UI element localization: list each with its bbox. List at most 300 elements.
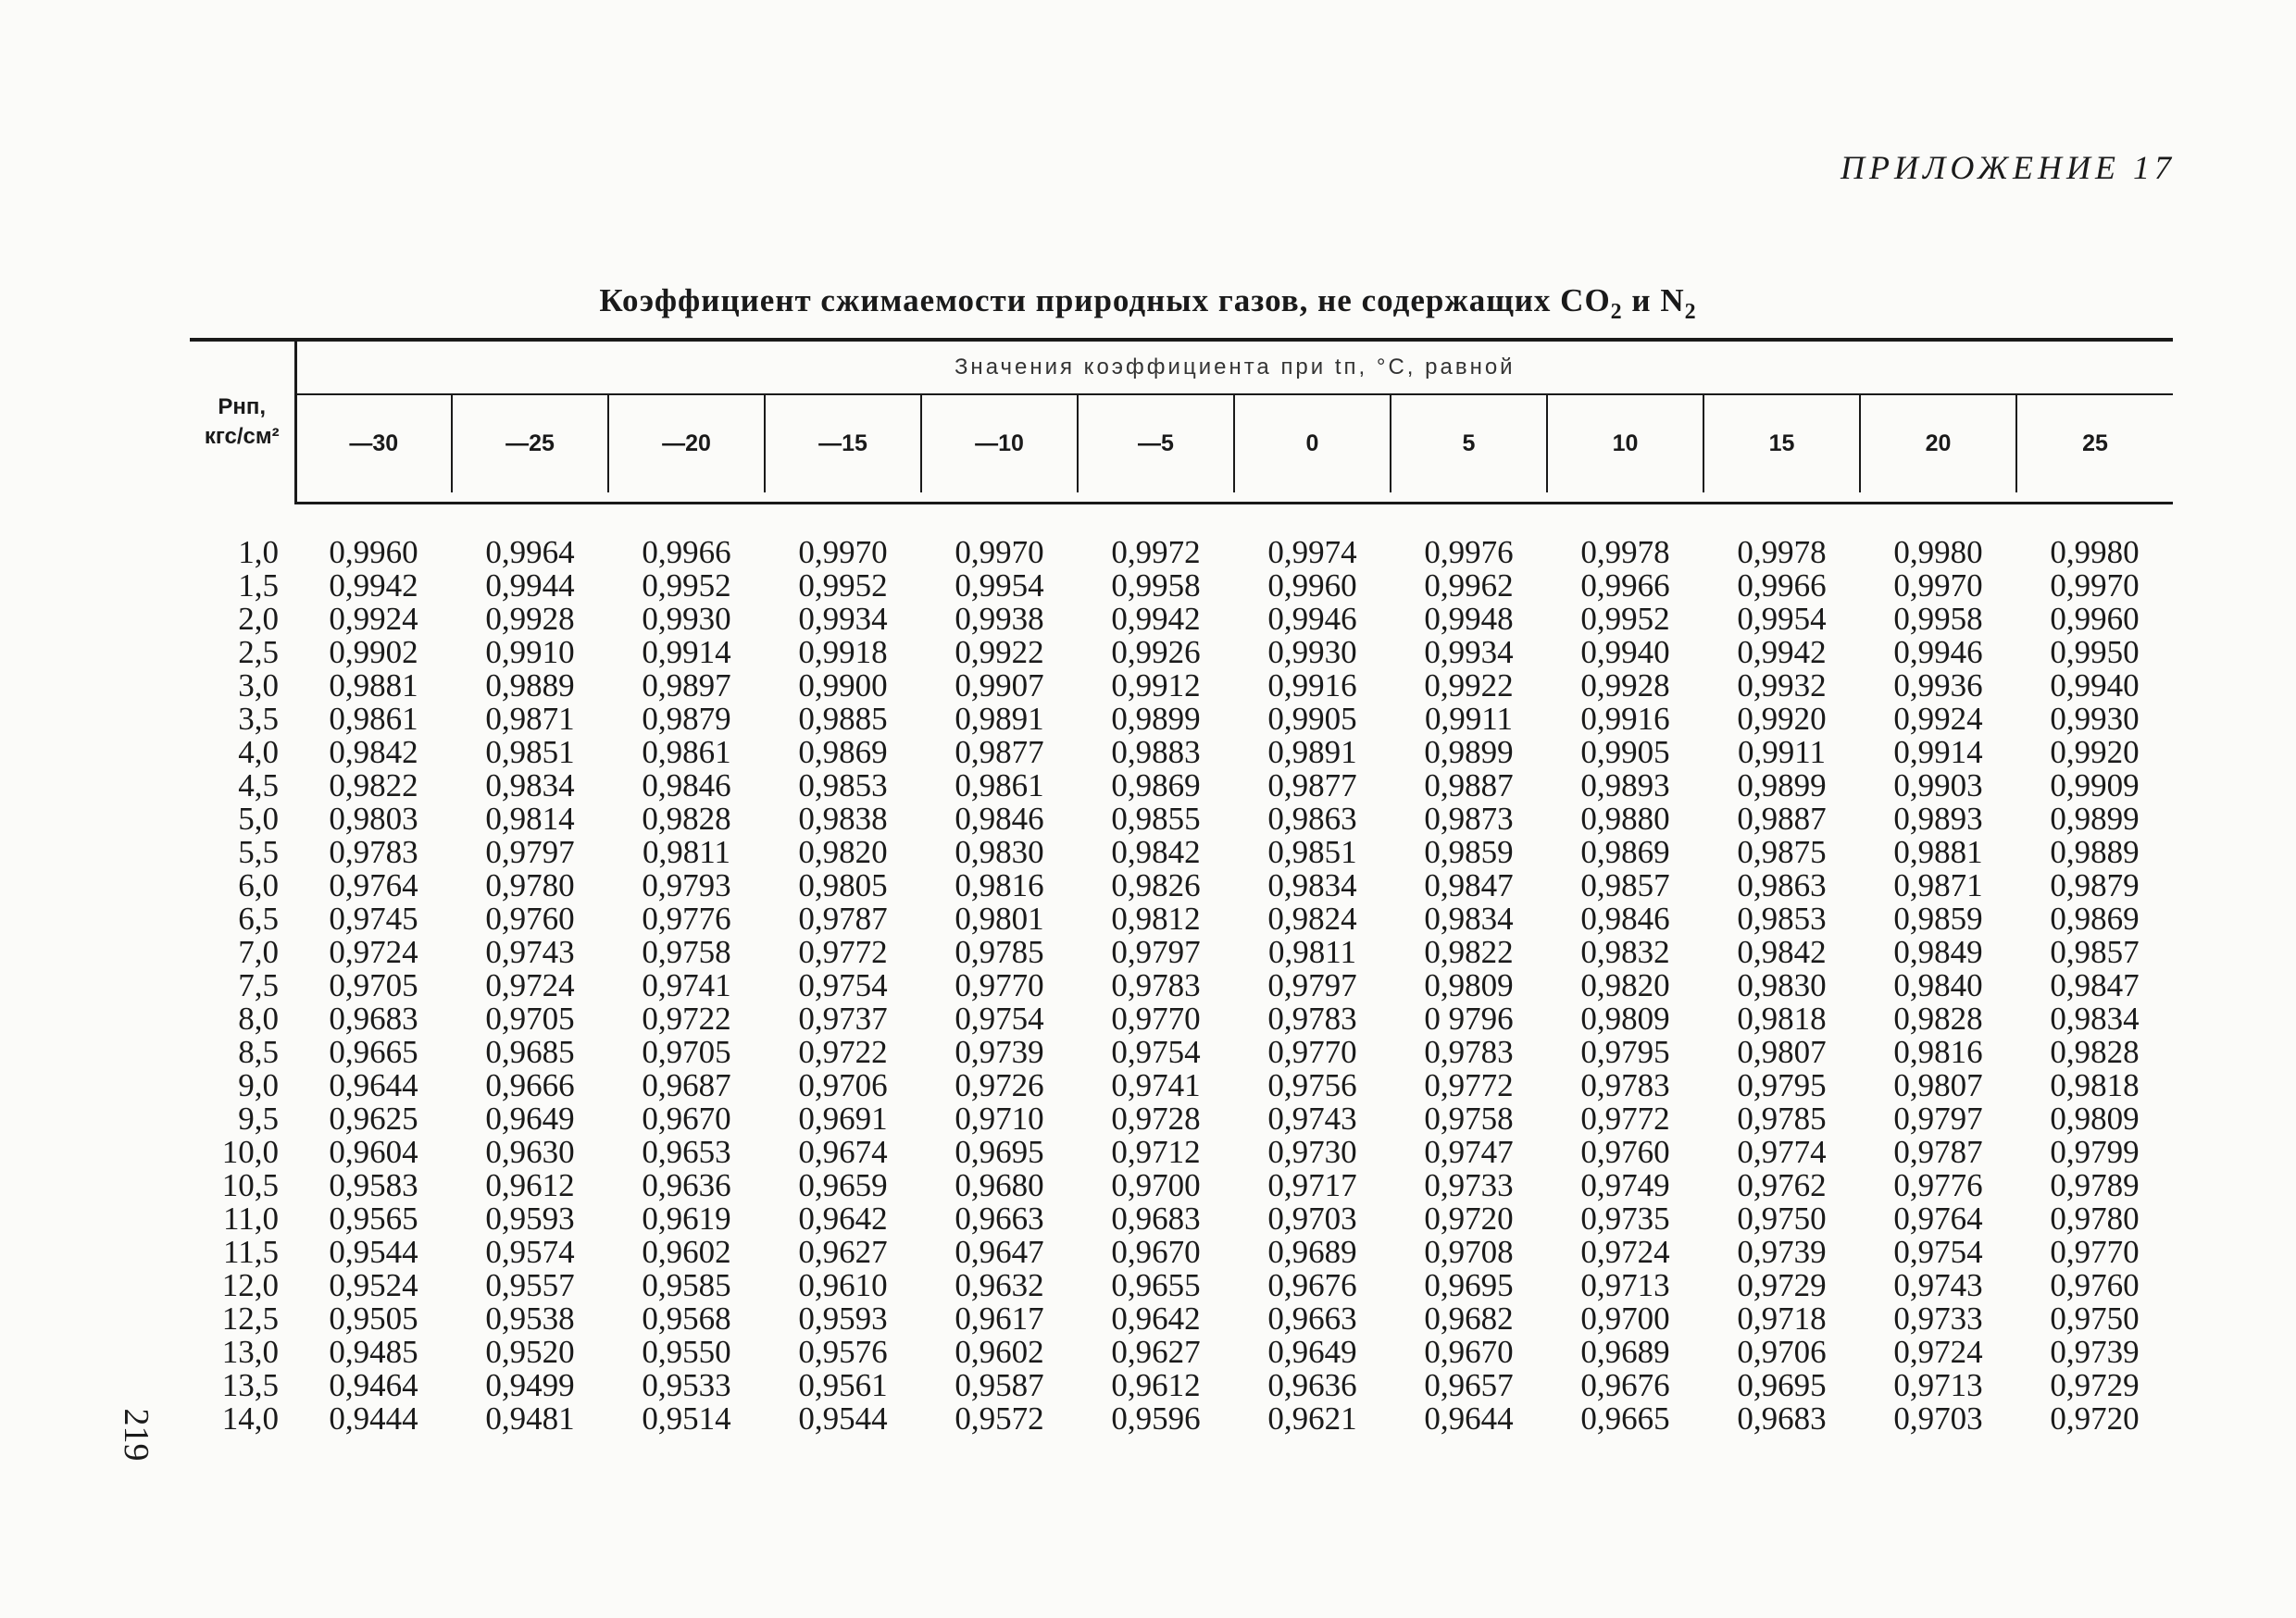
coefficient-cell: 0,9561: [798, 1367, 888, 1403]
coefficient-cell: 0,9663: [955, 1201, 1044, 1237]
coefficient-cell: 0,9795: [1580, 1034, 1670, 1070]
coefficient-cell: 0,9644: [329, 1067, 418, 1103]
coefficient-cell: 0,9930: [2050, 701, 2140, 737]
coefficient-cell: 0,9718: [1737, 1301, 1827, 1337]
pressure-cell: 11,0: [223, 1201, 279, 1237]
temperature-header-cell: 25: [2016, 394, 2173, 492]
coefficient-cell: 0,9674: [798, 1134, 888, 1170]
coefficient-cell: 0,9538: [485, 1301, 575, 1337]
coefficient-cell: 0,9816: [1893, 1034, 1983, 1070]
coefficient-cell: 0,9695: [1424, 1267, 1514, 1303]
coefficient-cell: 0,9954: [955, 567, 1044, 604]
coefficient-cell: 0,9875: [1737, 834, 1827, 870]
coefficient-cell: 0,9793: [642, 867, 731, 903]
coefficient-cell: 0,9783: [1267, 1001, 1357, 1037]
temperature-header-cell: 5: [1391, 394, 1547, 492]
coefficient-cell: 0,9861: [329, 701, 418, 737]
coefficient-cell: 0,9879: [2050, 867, 2140, 903]
temperature-header-cell: —30: [349, 430, 399, 456]
coefficient-cell: 0,9772: [1580, 1101, 1670, 1137]
coefficient-cell: 0,9787: [1893, 1134, 1983, 1170]
table-row: [190, 703, 2173, 736]
coefficient-cell: 0,9828: [2050, 1034, 2140, 1070]
coefficient-cell: 0,9565: [329, 1201, 418, 1237]
coefficient-cell: 0,9863: [1267, 801, 1357, 837]
coefficient-cell: 0,9787: [798, 901, 888, 937]
coefficient-cell: 0,9828: [642, 801, 731, 837]
coefficient-cell: 0,9703: [1267, 1201, 1357, 1237]
table-row: [190, 836, 2173, 869]
coefficient-cell: 0,9966: [1737, 567, 1827, 604]
coefficient-cell: 0,9741: [642, 967, 731, 1003]
table-header: [190, 340, 2173, 504]
coefficient-cell: 0,9950: [2050, 634, 2140, 670]
coefficient-cell: 0,9911: [1425, 701, 1513, 737]
coefficient-cell: 0,9797: [1267, 967, 1357, 1003]
coefficient-cell: 0,9940: [2050, 667, 2140, 703]
coefficient-cell: 0,9619: [642, 1201, 731, 1237]
coefficient-cell: 0,9729: [2050, 1367, 2140, 1403]
coefficient-cell: 0,9946: [1267, 601, 1357, 637]
coefficient-cell: 0,9722: [798, 1034, 888, 1070]
table-row: [190, 1202, 2173, 1236]
coefficient-cell: 0,9700: [1111, 1167, 1201, 1203]
coefficient-cell: 0,9958: [1111, 567, 1201, 604]
coefficient-cell: 0,9809: [2050, 1101, 2140, 1137]
coefficient-cell: 0,9914: [642, 634, 731, 670]
coefficient-cell: 0,9499: [485, 1367, 575, 1403]
table-row: [190, 1369, 2173, 1402]
coefficient-cell: 0,9873: [1424, 801, 1514, 837]
coefficient-cell: 0,9899: [2050, 801, 2140, 837]
coefficient-cell: 0,9593: [485, 1201, 575, 1237]
coefficient-cell: 0,9897: [642, 667, 731, 703]
coefficient-cell: 0,9980: [1893, 534, 1983, 570]
coefficient-cell: 0,9846: [642, 767, 731, 803]
coefficient-cell: 0,9713: [1580, 1267, 1670, 1303]
coefficient-cell: 0,9797: [1111, 934, 1201, 970]
coefficient-cell: 0,9903: [1893, 767, 1983, 803]
coefficient-cell: 0,9926: [1111, 634, 1201, 670]
coefficient-cell: 0,9809: [1424, 967, 1514, 1003]
coefficient-cell: 0,9783: [1424, 1034, 1514, 1070]
coefficient-cell: 0,9840: [1893, 967, 1983, 1003]
coefficient-cell: 0,9914: [1893, 734, 1983, 770]
coefficient-cell: 0,9905: [1580, 734, 1670, 770]
coefficient-cell: 0,9855: [1111, 801, 1201, 837]
pressure-cell: 8,0: [238, 1001, 279, 1037]
temperature-group-header: Значения коэффициента при tп, °С, равной: [295, 340, 2173, 394]
coefficient-cell: 0,9801: [955, 901, 1044, 937]
coefficient-cell: 0,9834: [1267, 867, 1357, 903]
coefficient-cell: 0,9869: [798, 734, 888, 770]
coefficient-cell: 0,9812: [1111, 901, 1201, 937]
coefficient-cell: 0,9705: [485, 1001, 575, 1037]
coefficient-cell: 0,9849: [1893, 934, 1983, 970]
coefficient-cell: 0,9948: [1424, 601, 1514, 637]
coefficient-cell: 0,9612: [485, 1167, 575, 1203]
coefficient-cell: 0,9783: [329, 834, 418, 870]
coefficient-cell: 0,9966: [642, 534, 731, 570]
coefficient-cell: 0,9942: [1737, 634, 1827, 670]
coefficient-cell: 0,9924: [1893, 701, 1983, 737]
coefficient-cell: 0,9828: [1893, 1001, 1983, 1037]
pressure-cell: 14,0: [221, 1400, 279, 1437]
coefficient-cell: 0,9930: [1267, 634, 1357, 670]
coefficient-cell: 0,9893: [1893, 801, 1983, 837]
coefficient-cell: 0,9879: [642, 701, 731, 737]
coefficient-cell: 0,9724: [1893, 1334, 1983, 1370]
coefficient-cell: 0,9544: [329, 1234, 418, 1270]
coefficient-cell: 0,9772: [1424, 1067, 1514, 1103]
table-row: [190, 936, 2173, 969]
coefficient-cell: 0,9689: [1580, 1334, 1670, 1370]
coefficient-cell: 0,9805: [798, 867, 888, 903]
coefficient-cell: 0,9976: [1424, 534, 1514, 570]
coefficient-cell: 0,9754: [1111, 1034, 1201, 1070]
coefficient-cell: 0,9842: [1111, 834, 1201, 870]
pressure-cell: 4,0: [238, 734, 279, 770]
table-row: [190, 536, 2173, 569]
coefficient-cell: 0,9922: [955, 634, 1044, 670]
coefficient-cell: 0,9770: [1267, 1034, 1357, 1070]
coefficient-cell: 0,9722: [642, 1001, 731, 1037]
coefficient-cell: 0,9928: [1580, 667, 1670, 703]
coefficient-cell: 0,9820: [1580, 967, 1670, 1003]
coefficient-cell: 0,9942: [1111, 601, 1201, 637]
coefficient-cell: 0,9632: [955, 1267, 1044, 1303]
coefficient-cell: 0,9889: [2050, 834, 2140, 870]
coefficient-cell: 0,9770: [1111, 1001, 1201, 1037]
coefficient-cell: 0,9930: [642, 601, 731, 637]
coefficient-cell: 0,9783: [1580, 1067, 1670, 1103]
coefficient-cell: 0,9932: [1737, 667, 1827, 703]
coefficient-cell: 0,9851: [1267, 834, 1357, 870]
coefficient-cell: 0,9902: [329, 634, 418, 670]
coefficient-cell: 0,9760: [2050, 1267, 2140, 1303]
coefficient-cell: 0,9824: [1267, 901, 1357, 937]
coefficient-cell: 0,9659: [798, 1167, 888, 1203]
coefficient-cell: 0,9834: [1424, 901, 1514, 937]
coefficient-cell: 0,9655: [1111, 1267, 1201, 1303]
coefficient-cell: 0,9846: [1580, 901, 1670, 937]
coefficient-cell: 0,9922: [1424, 667, 1514, 703]
coefficient-cell: 0,9940: [1580, 634, 1670, 670]
coefficient-cell: 0,9676: [1580, 1367, 1670, 1403]
coefficient-cell: 0,9685: [485, 1034, 575, 1070]
coefficient-cell: 0,9809: [1580, 1001, 1670, 1037]
coefficient-cell: 0,9728: [1111, 1101, 1201, 1137]
coefficient-cell: 0,9743: [1893, 1267, 1983, 1303]
pressure-cell: 6,5: [238, 901, 279, 937]
coefficient-cell: 0,9891: [1267, 734, 1357, 770]
coefficient-cell: 0,9706: [1737, 1334, 1827, 1370]
table-row: [190, 902, 2173, 936]
coefficient-cell: 0,9811: [643, 834, 730, 870]
coefficient-cell: 0,9514: [642, 1400, 731, 1437]
coefficient-cell: 0,9642: [798, 1201, 888, 1237]
coefficient-cell: 0 9796: [1424, 1001, 1514, 1037]
coefficient-cell: 0,9754: [955, 1001, 1044, 1037]
coefficient-cell: 0,9972: [1111, 534, 1201, 570]
coefficient-cell: 0,9749: [1580, 1167, 1670, 1203]
coefficient-cell: 0,9720: [2050, 1400, 2140, 1437]
coefficient-cell: 0,9851: [485, 734, 575, 770]
coefficient-cell: 0,9574: [485, 1234, 575, 1270]
coefficient-cell: 0,9881: [329, 667, 418, 703]
coefficient-cell: 0,9687: [642, 1067, 731, 1103]
coefficient-cell: 0,9861: [955, 767, 1044, 803]
table-row: [190, 1302, 2173, 1336]
coefficient-cell: 0,9780: [485, 867, 575, 903]
coefficient-cell: 0,9612: [1111, 1367, 1201, 1403]
coefficient-cell: 0,9703: [1893, 1400, 1983, 1437]
coefficient-cell: 0,9636: [1267, 1367, 1357, 1403]
coefficient-cell: 0,9785: [1737, 1101, 1827, 1137]
coefficient-cell: 0,9505: [329, 1301, 418, 1337]
coefficient-cell: 0,9670: [1424, 1334, 1514, 1370]
table-body: [190, 504, 2173, 1437]
coefficient-cell: 0,9910: [485, 634, 575, 670]
coefficient-cell: 0,9758: [642, 934, 731, 970]
coefficient-cell: 0,9610: [798, 1267, 888, 1303]
coefficient-cell: 0,9756: [1267, 1067, 1357, 1103]
coefficient-cell: 0,9954: [1737, 601, 1827, 637]
coefficient-cell: 0,9832: [1580, 934, 1670, 970]
coefficient-cell: 0,9444: [329, 1400, 418, 1437]
coefficient-cell: 0,9733: [1424, 1167, 1514, 1203]
coefficient-cell: 0,9762: [1737, 1167, 1827, 1203]
temperature-header-cell: —5: [1078, 394, 1234, 492]
coefficient-cell: 0,9783: [1111, 967, 1201, 1003]
coefficient-cell: 0,9683: [329, 1001, 418, 1037]
coefficient-cell: 0,9958: [1893, 601, 1983, 637]
coefficient-cell: 0,9682: [1424, 1301, 1514, 1337]
coefficient-cell: 0,9649: [1267, 1334, 1357, 1370]
coefficient-cell: 0,9942: [329, 567, 418, 604]
coefficient-cell: 0,9916: [1580, 701, 1670, 737]
pressure-cell: 13,0: [221, 1334, 279, 1370]
coefficient-cell: 0,9550: [642, 1334, 731, 1370]
coefficient-cell: 0,9758: [1424, 1101, 1514, 1137]
coefficient-cell: 0,9920: [2050, 734, 2140, 770]
coefficient-cell: 0,9980: [2050, 534, 2140, 570]
coefficient-cell: 0,9576: [798, 1334, 888, 1370]
coefficient-cell: 0,9572: [955, 1400, 1044, 1437]
coefficient-cell: 0,9750: [1737, 1201, 1827, 1237]
table-row: [190, 1069, 2173, 1102]
coefficient-cell: 0,9754: [1893, 1234, 1983, 1270]
coefficient-cell: 0,9772: [798, 934, 888, 970]
temperature-header-cell: —20: [608, 394, 765, 492]
coefficient-cell: 0,9630: [485, 1134, 575, 1170]
coefficient-cell: 0,9604: [329, 1134, 418, 1170]
coefficient-cell: 0,9776: [1893, 1167, 1983, 1203]
coefficient-cell: 0,9683: [1111, 1201, 1201, 1237]
coefficient-cell: 0,9691: [798, 1101, 888, 1137]
coefficient-cell: 0,9952: [1580, 601, 1670, 637]
coefficient-cell: 0,9916: [1267, 667, 1357, 703]
coefficient-cell: 0,9960: [1267, 567, 1357, 604]
coefficient-cell: 0,9853: [1737, 901, 1827, 937]
coefficient-cell: 0,9587: [955, 1367, 1044, 1403]
coefficient-cell: 0,9774: [1737, 1134, 1827, 1170]
coefficient-cell: 0,9822: [1424, 934, 1514, 970]
coefficient-cell: 0,9857: [2050, 934, 2140, 970]
pressure-cell: 7,5: [238, 967, 279, 1003]
coefficient-cell: 0,9962: [1424, 567, 1514, 604]
pressure-cell: 2,5: [238, 634, 279, 670]
table-row: [190, 1269, 2173, 1302]
coefficient-cell: 0,9724: [329, 934, 418, 970]
coefficient-cell: 0,9683: [1737, 1400, 1827, 1437]
pressure-symbol: Pнп,: [218, 394, 267, 420]
coefficient-cell: 0,9869: [1111, 767, 1201, 803]
coefficient-cell: 0,9729: [1737, 1267, 1827, 1303]
pressure-cell: 11,5: [223, 1234, 279, 1270]
coefficient-cell: 0,9737: [798, 1001, 888, 1037]
coefficient-cell: 0,9713: [1893, 1367, 1983, 1403]
table-row: [190, 803, 2173, 836]
coefficient-cell: 0,9881: [1893, 834, 1983, 870]
coefficient-cell: 0,9739: [1737, 1234, 1827, 1270]
coefficient-cell: 0,9934: [1424, 634, 1514, 670]
title-co2-subscript: 2: [1610, 300, 1623, 324]
coefficient-cell: 0,9885: [798, 701, 888, 737]
coefficient-cell: 0,9647: [955, 1234, 1044, 1270]
temperature-header-cell: —25: [452, 394, 608, 492]
coefficient-cell: 0,9735: [1580, 1201, 1670, 1237]
coefficient-cell: 0,9859: [1424, 834, 1514, 870]
table-row: [190, 636, 2173, 669]
coefficient-cell: 0,9887: [1737, 801, 1827, 837]
coefficient-cell: 0,9754: [798, 967, 888, 1003]
coefficient-cell: 0,9964: [485, 534, 575, 570]
coefficient-cell: 0,9974: [1267, 534, 1357, 570]
pressure-cell: 6,0: [238, 867, 279, 903]
pressure-cell: 12,0: [221, 1267, 279, 1303]
coefficient-cell: 0,9764: [1893, 1201, 1983, 1237]
coefficient-cell: 0,9830: [955, 834, 1044, 870]
coefficient-cell: 0,9905: [1267, 701, 1357, 737]
coefficient-cell: 0,9938: [955, 601, 1044, 637]
coefficient-cell: 0,9741: [1111, 1067, 1201, 1103]
table-row: [190, 1136, 2173, 1169]
coefficient-cell: 0,9803: [329, 801, 418, 837]
coefficient-cell: 0,9807: [1893, 1067, 1983, 1103]
coefficient-cell: 0,9924: [329, 601, 418, 637]
coefficient-cell: 0,9863: [1737, 867, 1827, 903]
coefficient-cell: 0,9838: [798, 801, 888, 837]
coefficient-cell: 0,9797: [1893, 1101, 1983, 1137]
coefficient-cell: 0,9811: [1268, 934, 1356, 970]
coefficient-cell: 0,9853: [798, 767, 888, 803]
coefficient-cell: 0,9900: [798, 667, 888, 703]
coefficient-cell: 0,9818: [2050, 1067, 2140, 1103]
coefficient-cell: 0,9970: [798, 534, 888, 570]
coefficient-cell: 0,9966: [1580, 567, 1670, 604]
coefficient-cell: 0,9826: [1111, 867, 1201, 903]
coefficient-cell: 0,9726: [955, 1067, 1044, 1103]
coefficient-cell: 0,9952: [642, 567, 731, 604]
coefficient-cell: 0,9909: [2050, 767, 2140, 803]
coefficient-cell: 0,9822: [329, 767, 418, 803]
coefficient-cell: 0,9680: [955, 1167, 1044, 1203]
coefficient-cell: 0,9911: [1738, 734, 1826, 770]
coefficient-cell: 0,9960: [2050, 601, 2140, 637]
coefficient-cell: 0,9847: [2050, 967, 2140, 1003]
coefficient-cell: 0,9869: [1580, 834, 1670, 870]
coefficient-cell: 0,9739: [955, 1034, 1044, 1070]
coefficient-cell: 0,9676: [1267, 1267, 1357, 1303]
temperature-header-cell: 10: [1547, 394, 1703, 492]
coefficient-cell: 0,9705: [642, 1034, 731, 1070]
coefficient-cell: 0,9717: [1267, 1167, 1357, 1203]
table-row: [190, 1169, 2173, 1202]
coefficient-cell: 0,9889: [485, 667, 575, 703]
coefficient-cell: 0,9952: [798, 567, 888, 604]
coefficient-cell: 0,9627: [1111, 1334, 1201, 1370]
coefficient-cell: 0,9657: [1424, 1367, 1514, 1403]
coefficient-cell: 0,9464: [329, 1367, 418, 1403]
coefficient-cell: 0,9834: [2050, 1001, 2140, 1037]
coefficient-cell: 0,9818: [1737, 1001, 1827, 1037]
coefficient-cell: 0,9706: [798, 1067, 888, 1103]
coefficient-cell: 0,9877: [955, 734, 1044, 770]
coefficient-cell: 0,9533: [642, 1367, 731, 1403]
coefficient-cell: 0,9946: [1893, 634, 1983, 670]
pressure-unit: кгс/см²: [204, 424, 280, 450]
coefficient-cell: 0,9666: [485, 1067, 575, 1103]
coefficient-cell: 0,9747: [1424, 1134, 1514, 1170]
coefficient-cell: 0,9814: [485, 801, 575, 837]
coefficient-cell: 0,9665: [1580, 1400, 1670, 1437]
coefficient-cell: 0,9912: [1111, 667, 1201, 703]
coefficient-cell: 0,9859: [1893, 901, 1983, 937]
coefficient-cell: 0,9920: [1737, 701, 1827, 737]
coefficient-cell: 0,9891: [955, 701, 1044, 737]
table-row: [190, 869, 2173, 902]
coefficient-cell: 0,9710: [955, 1101, 1044, 1137]
coefficient-cell: 0,9760: [485, 901, 575, 937]
coefficient-cell: 0,9627: [798, 1234, 888, 1270]
coefficient-cell: 0,9724: [485, 967, 575, 1003]
coefficient-cell: 0,9842: [329, 734, 418, 770]
appendix-label: ПРИЛОЖЕНИЕ 17: [1841, 149, 2176, 186]
coefficient-cell: 0,9820: [798, 834, 888, 870]
coefficient-cell: 0,9944: [485, 567, 575, 604]
coefficient-cell: 0,9602: [642, 1234, 731, 1270]
coefficient-cell: 0,9871: [485, 701, 575, 737]
coefficient-cell: 0,9770: [955, 967, 1044, 1003]
coefficient-cell: 0,9730: [1267, 1134, 1357, 1170]
pressure-cell: 5,5: [238, 834, 279, 870]
page-number: 219: [117, 1408, 156, 1462]
table-row: [190, 769, 2173, 803]
pressure-cell: 9,0: [238, 1067, 279, 1103]
coefficient-cell: 0,9636: [642, 1167, 731, 1203]
coefficient-cell: 0,9936: [1893, 667, 1983, 703]
pressure-header: [190, 340, 295, 504]
coefficient-cell: 0,9830: [1737, 967, 1827, 1003]
coefficient-cell: 0,9481: [485, 1400, 575, 1437]
coefficient-cell: 0,9869: [2050, 901, 2140, 937]
coefficient-cell: 0,9653: [642, 1134, 731, 1170]
coefficient-cell: 0,9807: [1737, 1034, 1827, 1070]
coefficient-cell: 0,9739: [2050, 1334, 2140, 1370]
coefficient-cell: 0,9689: [1267, 1234, 1357, 1270]
coefficient-cell: 0,9861: [642, 734, 731, 770]
